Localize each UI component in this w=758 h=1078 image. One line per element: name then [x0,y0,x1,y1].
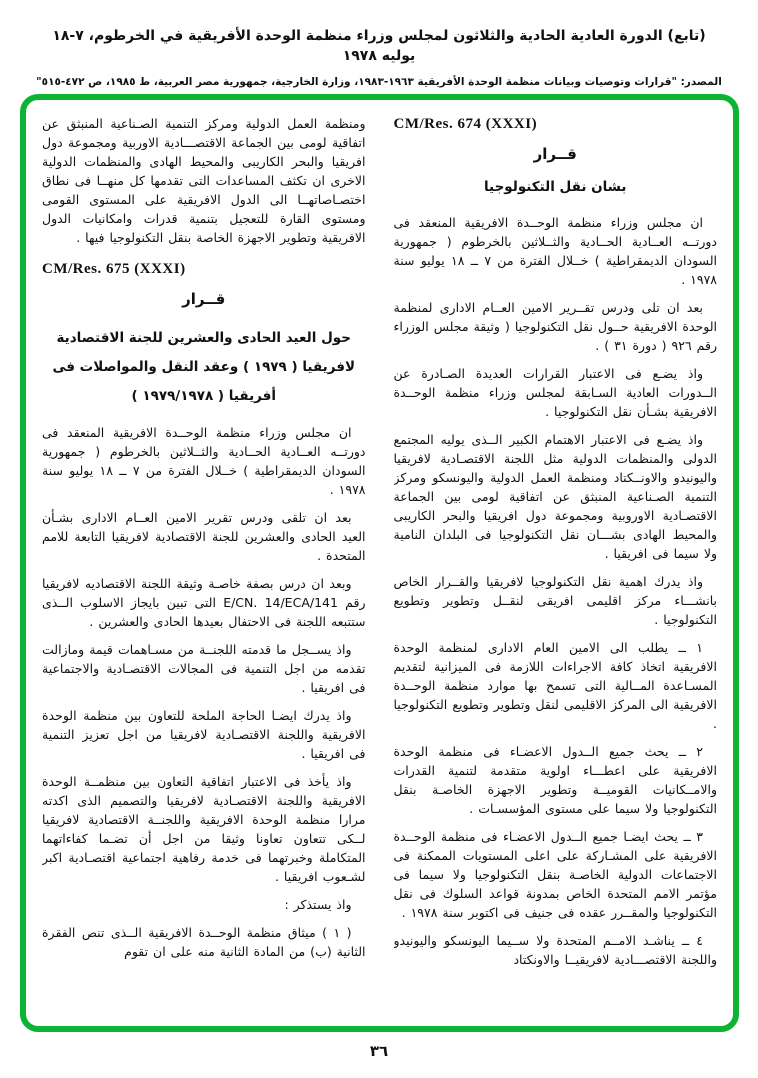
paragraph: واذ يدرك ايضـا الحاجة الملحة للتعاون بين منظمة الوحدة الافريقية واللجنة الاقتصـادية لافريقيا من اجل تعزيز التنمية فى افريقيا . [42,708,366,761]
resolution-675-column [42,114,366,1026]
session-title: (تابع) الدورة العادية الحادية والثلاثون لمجلس وزراء منظمة الوحدة الأفريقية في الخرطوم، ٧-١٨ يوليه ١٩٧٨ [52,28,706,64]
paragraph-item-3: ٣ ــ يحث ايضـا جميع الــدول الاعضـاء فى منظمة الوحــدة الافريقية على المشـاركة على اعلى المستويات الممكنة فى الاجتماعات الدولية الخاصـة بنقل التكنولوجيا ولا سيما فى مؤتمر الامم المتحدة الخاص بمدونة قواعد السلوك فى نقل التكنولوجيا والمقــرر عقده فى جنيف فى اكتوبر سنة ١٩٧٨ . [393,829,717,920]
resolution-subject-674: بشان نقل التكنولوجيا [483,179,627,195]
decree-heading-674: قــرار [533,145,577,163]
paragraph-item-2: ٢ ــ يحث جميع الــدول الاعضـاء فى منظمة الوحدة الافريقية على اعطـــاء اولوية متقدمة لتنمية القدرات والامــكانيات القوميــة وتطوير الاجهزة الخاصـة بنقل التكنولوجيا ولا سيما على مستوى المؤسسـات . [393,744,717,816]
paragraph: واذ يضـع فى الاعتبار الاهتمام الكبير الــذى يوليه المجتمع الدولى والمنظمات الدولية مثل اللجنة الاقتصـادية لافريقيا واليونيدو والاونــكتاد ومنظمة العمل الدولية واليونسكو ومركز التنمية الصـناعية المنبثق عن اتفاقية لومى بين الجماعة الاقتصـادية الاوروبية ومجموعة دول افريقيا والبحر الكاريبى والمحيط الهادى بشـــان نقل التكنولوجيا فى البلدان النامية ولا سيما فى افريقيا . [393,432,717,561]
paragraph-charter-ref: ( ١ ) ميثاق منظمة الوحــدة الافريقية الــذى تنص الفقرة الثانية (ب) من المادة الثانية منه على ان تقوم [42,925,366,959]
source-citation: المصدر: "قرارات وتوصيات وبيانات منظمة الوحدة الأفريقية ١٩٦٣-١٩٨٣، وزارة الخارجية، جمهورية مصر العربية، ط ١٩٨٥، ص ٤٧٢-٥١٥" [36,76,722,88]
paragraph-item-1: ١ ــ يطلب الى الامين العام الادارى لمنظمة الوحدة الافريقية اتخاذ كافة الاجراءات اللازمة فى الميزانية لتقديم المسـاعدة المــالية التى تسمح بها موارد منظمة الوحــدة الافريقية الى المركز الاقليمى لنقل وتطوير وتطويع التكنولوجيا . [393,640,717,731]
resolution-674-column [394,114,718,1026]
paragraph-recalls: واذ يستذكر : [284,897,352,912]
decree-heading-675: قــرار [182,290,226,308]
paragraph: واذ يســجل ما قدمته اللجنــة من مسـاهمات قيمة ومازالت تقدمه من اجل التنمية فى المجالات الاقتصـادية والاجتماعية فى افريقيا . [42,642,366,695]
paragraph-continuation: ومنظمة العمل الدولية ومركز التنمية الصـناعية المنبثق عن اتفاقية لومى بين الجماعة الاقتصـــادية الاوربية ومجموعة دول افريقيا والبحر الكاريبى والمحيط الهادى والمنظمات الدولية الاخرى ان تكثف المساعدات التى تقدمها كل منهــا فى نطاق اختصـاصاتهــا الى الدول الافريقية على المستوى القومى ومستوى القارة للتعجيل بتنمية قدرات وامكانيات الدول الافريقية وتطوير الاجهزة الخاصة بنقل التكنولوجيا فيها . [42,116,366,245]
paragraph: وبعد ان درس بصفة خاصـة وثيقة اللجنة الاقتصاديه لافريقيا رقم E/CN. 14/ECA/141 التى تبين بايجاز الاسلوب الــذى ستتبعه اللجنة فى الاحتفال بعيدها الحادى والعشرين . [42,576,366,629]
paragraph: بعد ان تلقى ودرس تقرير الامين العــام الادارى بشـأن العيد الحادى والعشرين للجنة الاقتصادية لافريقيا التابعة للامم المتحدة . [42,510,366,563]
resolution-title-line: لافريقيا ( ١٩٧٩ ) وعقد النقل والمواصلات فى [52,359,356,375]
paragraph: ان مجلس وزراء منظمة الوحــدة الافريقية المنعقد فى دورتــه العــادية الحــادية والثــلاثين بالخرطوم ( جمهورية السودان الديمقراطية ) خــلال الفترة من ٧ ــ ١٨ يوليو سنة ١٩٧٨ . [42,425,366,497]
document-border-box [20,94,739,1032]
paragraph: واذ يأخذ فى الاعتبار اتفاقية التعاون بين منظمــة الوحدة الافريقية واللجنة الاقتصـادية لافريقيا والتصميم الذى اكدته مرارا منظمة الوحدة الافريقية واللجنــة الاقتصادية لافريقيا لــكى تتعاون تعاونا وثيقا من اجل أن تضـما كفاءاتهما المتكاملة وخبرتهما فى خدمة رفاهية اجتماعية اقتصـادية اكبر لشـعوب افريقيا . [42,774,366,884]
resolution-title-line: حول العيد الحادى والعشرين للجنة الاقتصادية [56,330,351,346]
paragraph: واذ يدرك اهمية نقل التكنولوجيا لافريقيا والقــرار الخاص بانشـــاء مركز اقليمى افريقى لنقــل وتطوير وتطويع التكنولوجيا . [393,574,717,627]
paragraph: بعد ان تلى ودرس تقــرير الامين العــام الادارى لمنظمة الوحدة الافريقية حــول نقل التكنولوجيا ( وثيقة مجلس الوزراء رقم ٩٢٦ ( دورة ٣١ ) . [393,300,717,353]
paragraph: ان مجلس وزراء منظمة الوحــدة الافريقية المنعقد فى دورتــه العــادية الحــادية والثــلاثين بالخرطوم ( جمهورية السودان الديمقراطية ) خــلال الفترة من ٧ ــ ١٨ يوليو سنة ١٩٧٨ . [393,215,717,287]
resolution-id-674: CM/Res. 674 (XXXI) [393,116,538,132]
paragraph: واذ يضـع فى الاعتبار القرارات العديدة الصـادرة عن الــدورات العادية السـابقة لمجلس وزراء منظمة الوحــدة الافريقية بشـأن نقل التكنولوجيا . [393,366,717,419]
resolution-title-line: أفريقيا ( ١٩٧٩/١٩٧٨ ) [131,388,277,404]
page-header [0,26,758,88]
paragraph-item-4: ٤ ــ يناشـد الامــم المتحدة ولا ســيما اليونسكو واليونيدو واللجنة الاقتصـــادية لافريقيــا والاونكتاد [393,933,717,967]
resolution-title-675 [42,324,366,411]
resolution-id-675: CM/Res. 675 (XXXI) [42,261,186,277]
page-number: ٣٦ [369,1042,389,1060]
